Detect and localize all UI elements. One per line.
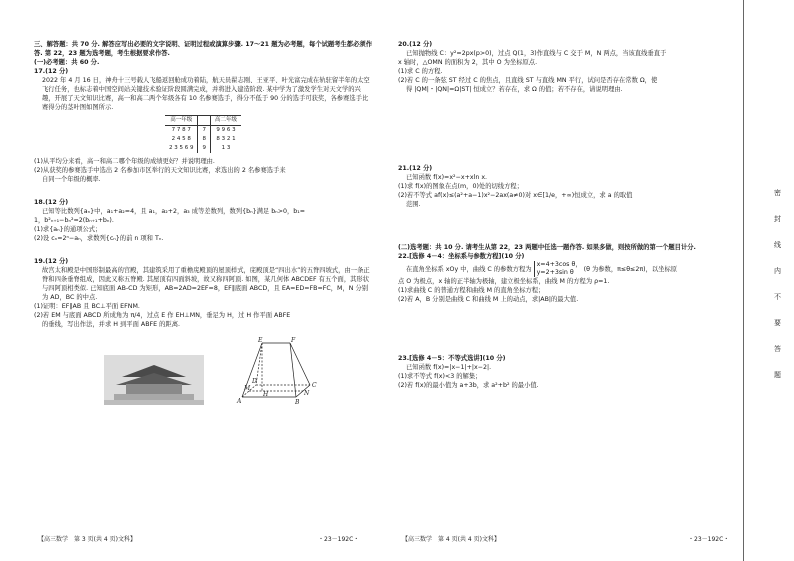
- q19-figures: [34, 337, 372, 405]
- q18-part1: (1)求{aₙ}的通项公式；: [34, 226, 102, 233]
- label-N: N: [304, 390, 310, 397]
- required-part-title: (一)必考题：共 60 分.: [34, 59, 100, 66]
- q20-number: 20.(12 分): [398, 41, 433, 48]
- q21-part2: (2)若不等式 af(x)≤(a²+a−1)x²−2ax(a≠0)对 x∈[1/e，+∞)恒成立，求 a 的取值: [398, 192, 633, 199]
- q22-part2: (2)若 A，B 分别是曲线 C 和曲线 M 上的动点，求|AB|的最大值.: [398, 296, 579, 303]
- q21-part2-cont: 范围.: [406, 201, 421, 208]
- q17-part1: (1)从平均分来看，高一和高二哪个年级的成绩更好？并说明理由.: [34, 158, 215, 165]
- geometry-figure: [232, 337, 322, 405]
- palace-photo: [104, 355, 204, 405]
- q22-number: 22.[选修 4－4：坐标系与参数方程](10 分): [398, 253, 525, 260]
- q21-number: 21.(12 分): [398, 165, 433, 172]
- left-column: [34, 40, 372, 405]
- optional-part-title: (二)选考题：共 10 分. 请考生从第 22，23 两题中任选一题作答. 如果多做，则按所做的第一个题目计分.: [398, 244, 696, 251]
- stem-row: 2 3 5 6 9 9 1 3: [168, 145, 231, 151]
- stem-row: 7 7 8 7 7 9 9 6 3: [171, 127, 236, 133]
- q21-line1: 已知函数 f(x)=x²−x+xln x.: [406, 174, 488, 181]
- binding-char: 线: [774, 241, 781, 249]
- q19-part1: (1)证明：EF∥AB 且 BC⊥平面 EFNM.: [34, 303, 140, 310]
- q19-text: 故宫太和殿是中国形制最高的宫殿，其建筑采用了重檐庑殿顶的屋顶样式，庑殿顶是“四出水”的五脊四坡式，由一条正脊和四条垂脊组成，因此又称五脊殿. 其屋顶有四面斜坡，故又称四阿顶. 如图，某几何体 ABCDEF 有五个面，其形状与四阿顶相类似. 已知底面 AB-CD 为矩形，AB=2AD=2EF=8，EF∥底面 ABCD，且 EA=ED=FB=FC，M，N 分别为 AD，BC 的中点.: [42, 267, 370, 301]
- footer-code-right: ・23－192C・: [688, 536, 730, 543]
- section-3-instructions: 三、解答题：共 70 分. 解答应写出必要的文字说明、证明过程或演算步骤. 17～21 题为必考题，每个试题考生都必须作答. 第 22，23 题为选考题，考生根据要求作答.: [34, 41, 372, 57]
- q20-line1: 已知抛物线 C：y²=2px(p>0)，过点 Q(1，3)作直线与 C 交于 M，N 两点，当该直线垂直于: [406, 50, 667, 57]
- q18-number: 18.(12 分): [34, 199, 69, 206]
- binding-char: 要: [774, 319, 781, 327]
- q18-line1: 已知等比数列{aₙ}中，a₁+a₂=4，且 a₁，a₂+2，a₃ 成等差数列，数列{bₙ}满足 bₙ>0，b₁=: [42, 208, 306, 215]
- stem-row: 2 4 5 8 8 8 3 2 1: [171, 136, 236, 142]
- footer-page3: 【高三数学 第 3 页(共 4 页)文科】: [38, 536, 136, 543]
- q20-part1: (1)求 C 的方程.: [398, 68, 443, 75]
- q17-text: 2022 年 4 月 16 日，神舟十三号载人飞船返回舱成功着陆，航天员翟志刚、王亚平、叶光富完成在轨驻留半年的太空飞行任务，也标志着中国空间站关键技术验证阶段圆满完成，并将进入建造阶段. 某中学为了激发学生对天文学的兴趣，开展了天文知识比赛，高一和高二两个年级各有 10 名参赛选手，得分不低于 90 分的选手可获奖，各参赛选手比赛得分的茎叶图如图所示.: [42, 77, 370, 111]
- stem-leaf-plot: [34, 115, 372, 153]
- label-F: F: [291, 337, 296, 344]
- label-C: C: [312, 382, 317, 389]
- binding-char: 内: [774, 267, 781, 275]
- q17-part2: (2)从获奖的参赛选手中选出 2 名参加市区举行的天文知识比赛，求选出的 2 名参赛选手来: [34, 167, 286, 174]
- param-equation: x=4+3cos θ， y=2+3sin θ: [534, 261, 582, 277]
- q23-line1: 已知函数 f(x)=|x−1|+|x−2|.: [406, 364, 492, 371]
- q18-line2: 1，b²ₙ₊₁−bₙ²=2(bₙ₊₁+bₙ).: [34, 217, 114, 224]
- q22-line2: 点 O 为极点，x 轴的正半轴为极轴，建立极坐标系，曲线 M 的方程为 ρ=1.: [398, 278, 610, 285]
- label-B: B: [295, 399, 300, 405]
- stem-header-right: 高二年级: [210, 116, 241, 126]
- footer-code-left: ・23－192C・: [318, 536, 360, 543]
- label-M: M: [244, 385, 251, 392]
- palace-image: [104, 355, 204, 405]
- stem-header-left: 高一年级: [165, 116, 198, 126]
- q18-part2: (2)设 cₙ=2ⁿ−aₙ，求数列{cₙ}的前 n 项和 Tₙ.: [34, 235, 164, 242]
- q22-line1: 在直角坐标系 xOy 中，曲线 C 的参数方程为 x=4+3cos θ， y=2+3sin θ (θ 为参数，π≤θ≤2π)，以坐标原: [406, 261, 678, 276]
- binding-margin: [743, 0, 794, 561]
- q20-line2: x 轴时，△OMN 的面积为 2，其中 O 为坐标原点.: [398, 59, 538, 66]
- q17-number: 17.(12 分): [34, 68, 69, 75]
- binding-char: 封: [774, 215, 781, 223]
- label-A: A: [237, 398, 242, 405]
- label-D: D: [252, 378, 257, 385]
- q23-part2: (2)若 f(x)的最小值为 a+3b，求 a²+b² 的最小值.: [398, 382, 539, 389]
- q17-part2-cont: 自同一个年级的概率.: [42, 176, 101, 183]
- q19-part2-cont: 的垂线，写出作法，并求 H 到平面 ABFE 的距离.: [42, 321, 181, 328]
- q22-part1: (1)求曲线 C 的普通方程和曲线 M 的直角坐标方程；: [398, 287, 545, 294]
- q19-number: 19.(12 分): [34, 258, 69, 265]
- q23-number: 23.[选修 4－5：不等式选讲](10 分): [398, 355, 506, 362]
- q21-part1: (1)求 f(x)的图象在点(m，0)处的切线方程；: [398, 183, 523, 190]
- q19-part2: (2)若 EM 与底面 ABCD 所成角为 π/4，过点 E 作 EH⊥MN，垂足为 H，过 H 作平面 ABFE: [34, 312, 291, 319]
- q20-part2: (2)若 C 的一条弦 ST 经过 C 的焦点，且直线 ST 与直线 MN 平行，试问是否存在常数 Ω，使: [398, 77, 658, 84]
- q20-part2-cont: 得 |QM|・|QN|=Ω|ST| 恒成立？若存在，求 Ω 的值；若不存在，请说明理由.: [406, 86, 623, 93]
- binding-char: 密: [774, 189, 781, 197]
- binding-char: 答: [774, 345, 781, 353]
- right-column: [398, 40, 736, 390]
- binding-char: 不: [774, 293, 781, 301]
- footer-page4: 【高三数学 第 4 页(共 4 页)文科】: [402, 536, 500, 543]
- stem-leaf-table: [165, 115, 241, 153]
- label-H: H: [263, 391, 269, 398]
- label-E: E: [258, 337, 263, 344]
- binding-char: 题: [774, 371, 781, 379]
- q23-part1: (1)求不等式 f(x)<3 的解集；: [398, 373, 482, 380]
